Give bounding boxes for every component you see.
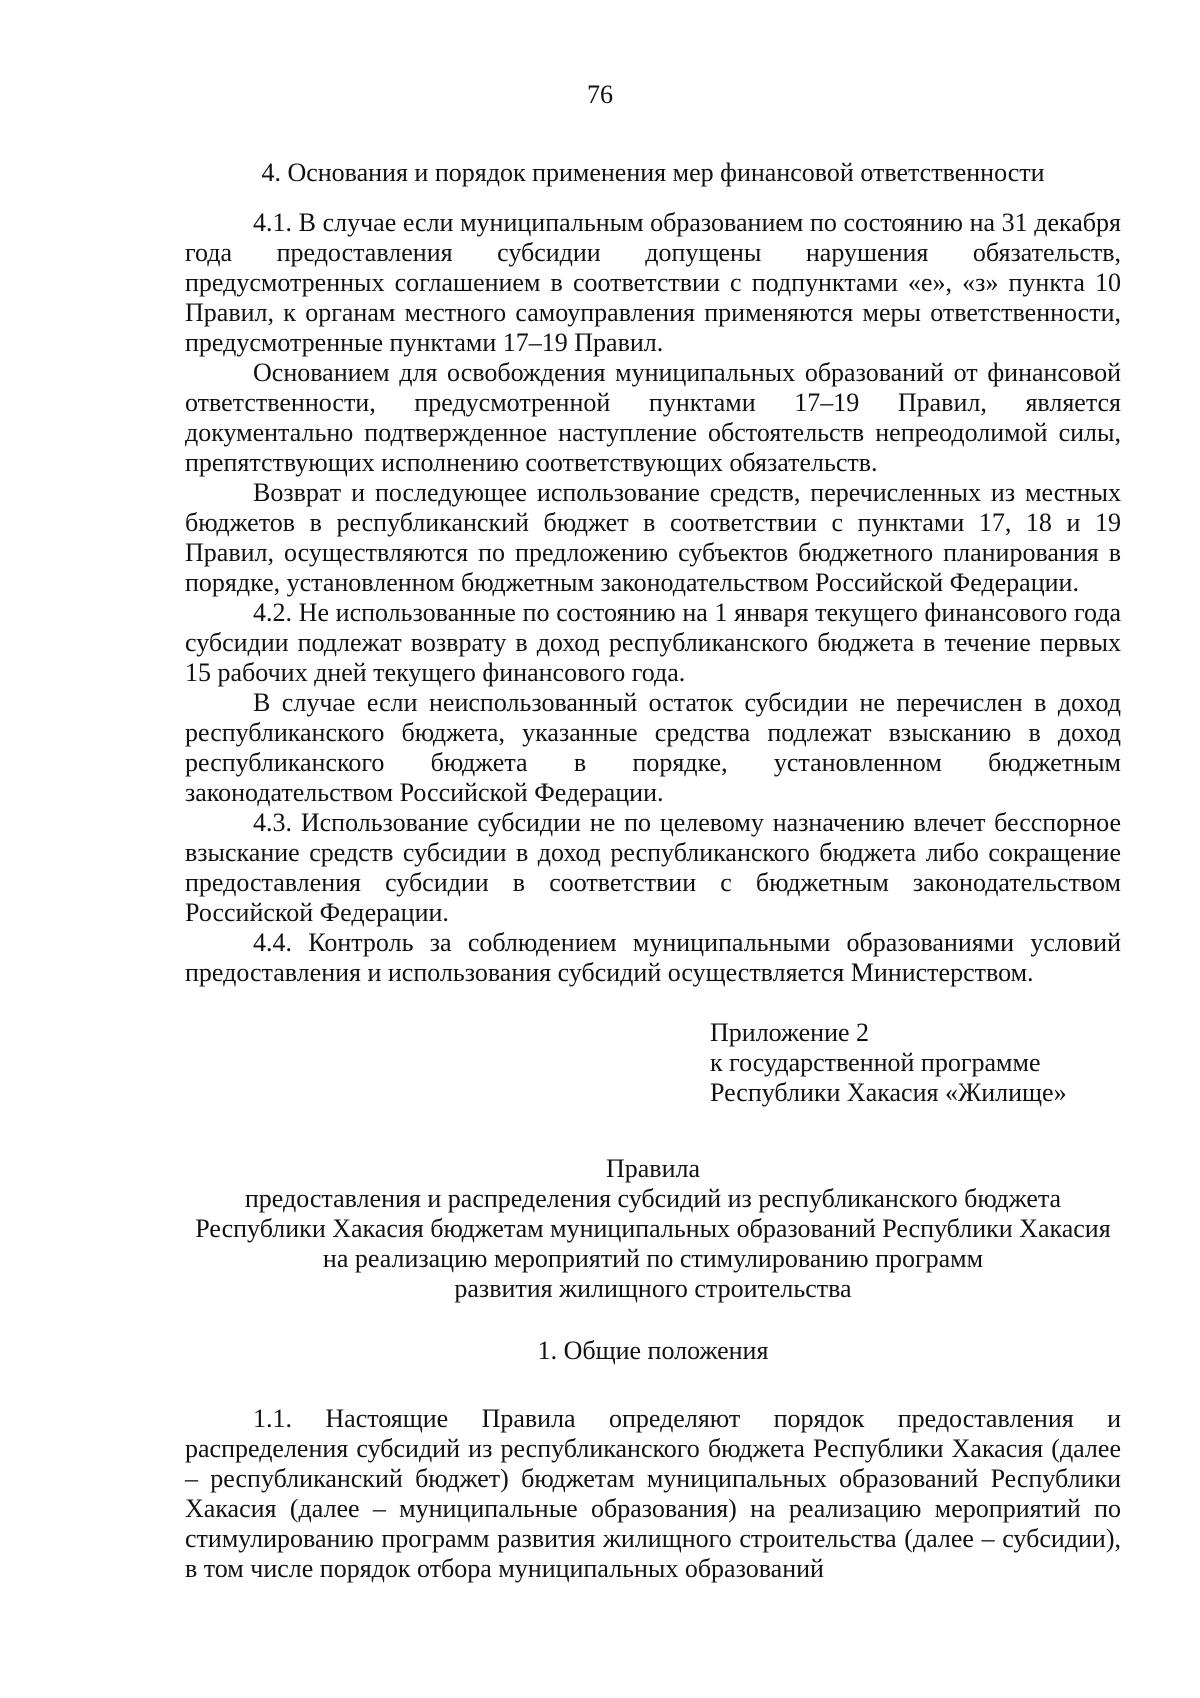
appendix-line: к государственной программе [710, 1048, 1041, 1077]
paragraph-4-2: 4.2. Не использованные по состоянию на 1 января текущего финансового года субсидии подлежат возврату в доход республиканского бюджета в течение первых 15 рабочих дней текущего финансового года. [185, 598, 1121, 687]
paragraph-4-4: 4.4. Контроль за соблюдением муниципальными образованиями условий предоставления и использования субсидий осуществляется Министерством. [185, 928, 1121, 987]
paragraph-return: Возврат и последующее использование средств, перечисленных из местных бюджетов в республиканский бюджет в соответствии с пунктами 17, 18 и 19 Правил, осуществляются по предложению субъектов бюджетного планирования в порядке, установленном бюджетным законодательством Российской Федерации. [185, 478, 1121, 597]
section-1-heading: 1. Общие положения [537, 1336, 769, 1365]
rules-subtitle-line: на реализацию мероприятий по стимулированию программ [322, 1244, 984, 1273]
appendix-label [710, 1018, 1121, 1108]
rules-subtitle-line: развития жилищного строительства [454, 1274, 852, 1303]
paragraph-unused-balance: В случае если неиспользованный остаток субсидии не перечислен в доход республиканского бюджета, указанные средства подлежат взысканию в доход республиканского бюджета в порядке, установленном бюджетным законодательством Российской Федерации. [185, 688, 1121, 807]
appendix-line: Приложение 2 [710, 1018, 870, 1047]
appendix-line: Республики Хакасия «Жилище» [710, 1078, 1067, 1107]
rules-subtitle-line: Республики Хакасия бюджетам муниципальных образований Республики Хакасия [195, 1214, 1111, 1243]
section-4-heading: 4. Основания и порядок применения мер финансовой ответственности [261, 158, 1045, 187]
rules-subtitle-line: предоставления и распределения субсидий из республиканского бюджета [244, 1184, 1062, 1213]
paragraph-4-1: 4.1. В случае если муниципальным образованием по состоянию на 31 декабря года предоставления субсидии допущены нарушения обязательств, предусмотренных соглашением в соответствии с подпунктами «е», «з» пункта 10 Правил, к органам местного самоуправления применяются меры ответственности, предусмотренные пунктами 17–19 Правил. [185, 208, 1121, 357]
document-body [185, 158, 1121, 1584]
rules-title: Правила [605, 1154, 701, 1183]
paragraph-exemption: Основанием для освобождения муниципальных образований от финансовой ответственности, предусмотренной пунктами 17–19 Правил, является документально подтвержденное наступление обстоятельств непреодолимой силы, препятствующих исполнению соответствующих обязательств. [185, 358, 1121, 477]
paragraph-1-1: 1.1. Настоящие Правила определяют порядок предоставления и распределения субсидий из республиканского бюджета Республики Хакасия (далее – республиканский бюджет) бюджетам муниципальных образований Республики Хакасия (далее – муниципальные образования) на реализацию мероприятий по стимулированию программ развития жилищного строительства (далее – субсидии), в том числе порядок отбора муниципальных образований [185, 1404, 1121, 1583]
paragraph-4-3: 4.3. Использование субсидии не по целевому назначению влечет бесспорное взыскание средств субсидии в доход республиканского бюджета либо сокращение предоставления субсидии в соответствии с бюджетным законодательством Российской Федерации. [185, 808, 1121, 927]
page-number: 76 [587, 80, 613, 109]
